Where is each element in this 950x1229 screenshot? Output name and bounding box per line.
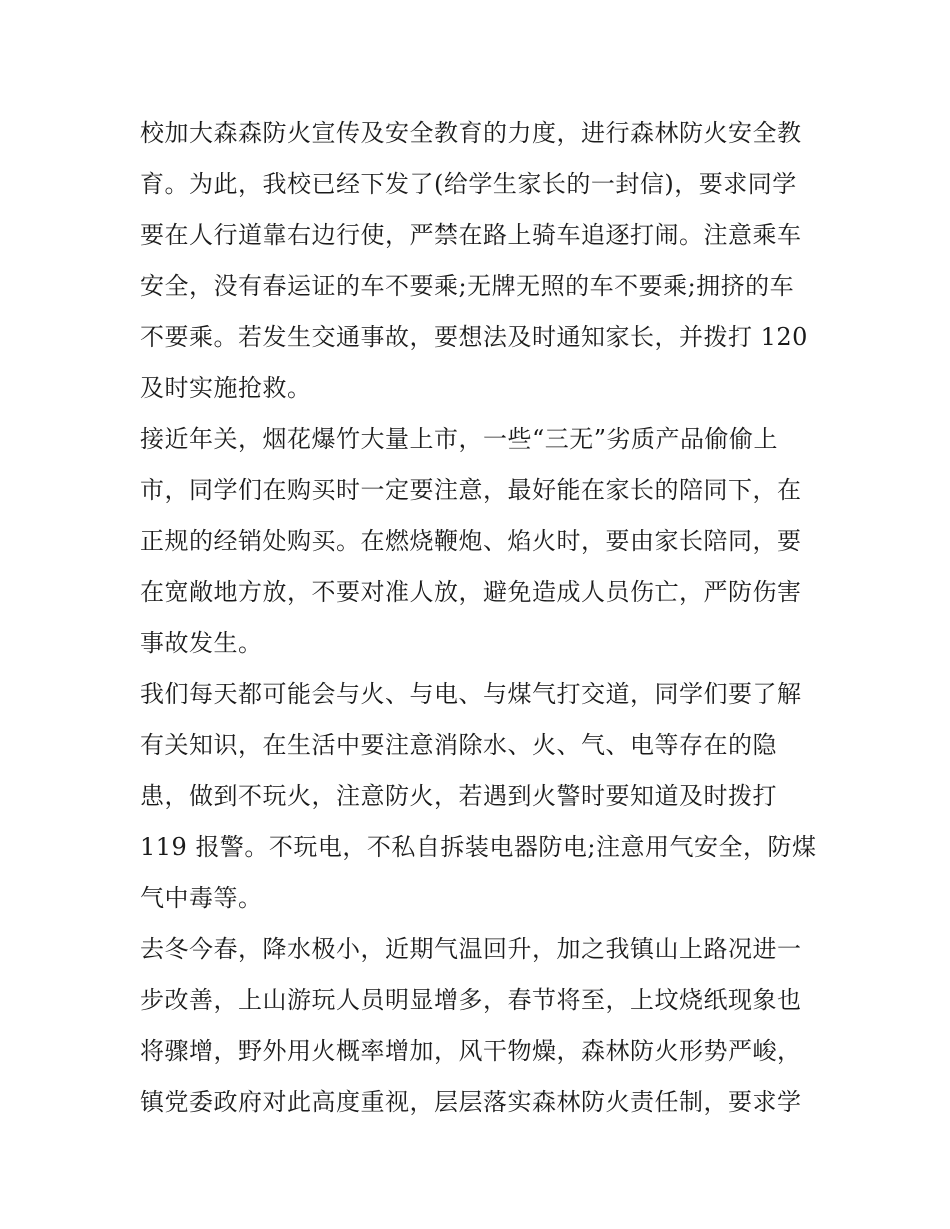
text-line: 及时实施抢救。	[140, 374, 312, 402]
text-line: 有关知识，在生活中要注意消除水、火、气、电等存在的隐	[140, 731, 777, 759]
text-line: 患，做到不玩火，注意防火，若遇到火警时要知道及时拨打	[140, 782, 777, 810]
text-line: 安全，没有春运证的车不要乘;无牌无照的车不要乘;拥挤的车	[140, 272, 795, 300]
text-line: 正规的经销处购买。在燃烧鞭炮、焰火时，要由家长陪同，要	[140, 527, 802, 555]
text-line: 事故发生。	[140, 629, 263, 657]
text-line: 不要乘。若发生交通事故，要想法及时通知家长，并拨打 120	[140, 323, 808, 351]
text-line: 育。为此，我校已经下发了(给学生家长的一封信)，要求同学	[140, 170, 797, 198]
text-line: 我们每天都可能会与火、与电、与煤气打交道，同学们要了解	[140, 680, 802, 708]
document-body	[140, 108, 820, 1128]
text-line: 将骤增，野外用火概率增加，风干物燥，森林防火形势严峻，	[140, 1037, 802, 1065]
text-line: 气中毒等。	[140, 884, 263, 912]
text-line: 校加大森森防火宣传及安全教育的力度，进行森林防火安全教	[140, 119, 802, 147]
text-line: 市，同学们在购买时一定要注意，最好能在家长的陪同下，在	[140, 476, 802, 504]
text-line: 镇党委政府对此高度重视，层层落实森林防火责任制，要求学	[140, 1088, 802, 1116]
text-line: 119 报警。不玩电，不私自拆装电器防电;注意用气安全，防煤	[140, 833, 817, 861]
text-line: 要在人行道靠右边行使，严禁在路上骑车追逐打闹。注意乘车	[140, 221, 802, 249]
text-line: 在宽敞地方放，不要对准人放，避免造成人员伤亡，严防伤害	[140, 578, 802, 606]
text-line: 步改善，上山游玩人员明显增多，春节将至，上坟烧纸现象也	[140, 986, 802, 1014]
text-line: 接近年关，烟花爆竹大量上市，一些“三无”劣质产品偷偷上	[140, 425, 779, 453]
text-line: 去冬今春，降水极小，近期气温回升，加之我镇山上路况进一	[140, 935, 802, 963]
